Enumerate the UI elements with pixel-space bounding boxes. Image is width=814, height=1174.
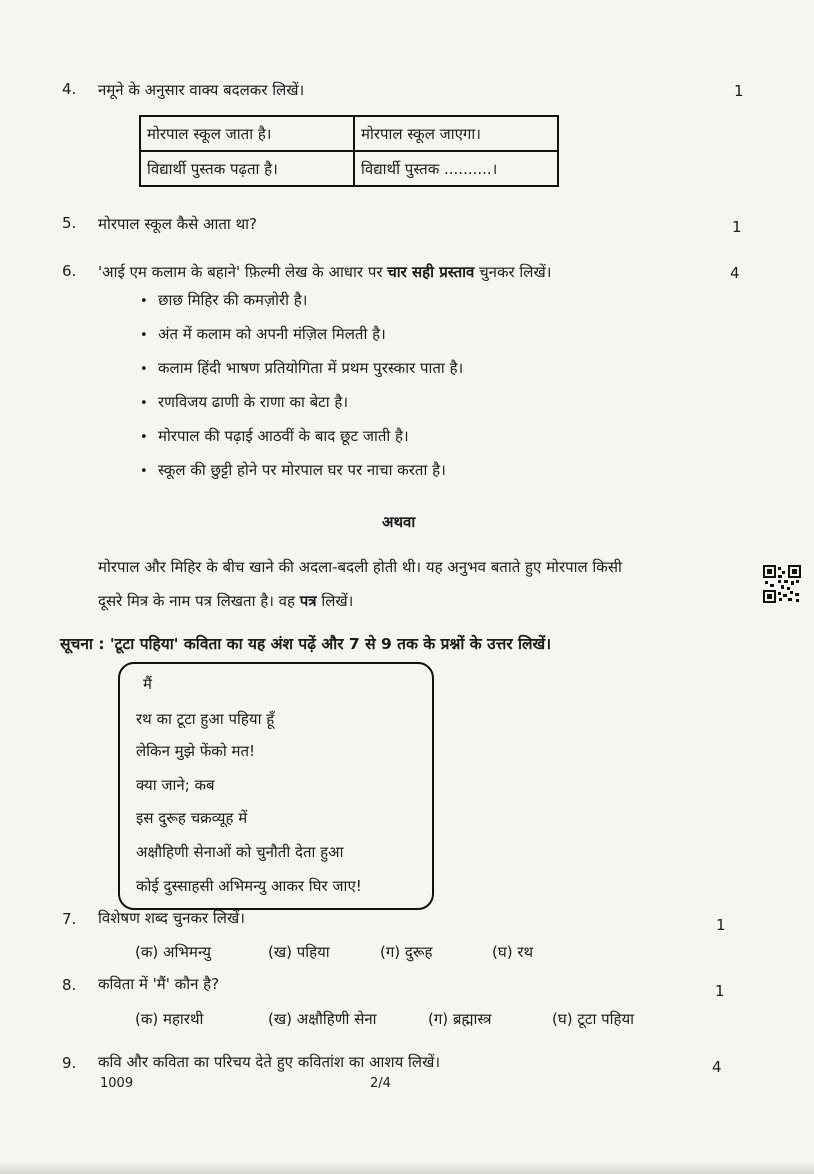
table-row	[140, 116, 558, 151]
poem-line: मैं	[143, 675, 152, 693]
option-text: अंत में कलाम को अपनी मंज़िल मिलती है।	[158, 325, 386, 343]
alt-line2-post: लिखें।	[316, 592, 354, 610]
poem-line: अक्षौहिणी सेनाओं को चुनौती देता हुआ	[136, 843, 344, 861]
table-cell: मोरपाल स्कूल जाता है।	[140, 116, 354, 151]
instruction-notice: सूचना : 'टूटा पहिया' कविता का यह अंश पढ़ें और 7 से 9 तक के प्रश्नों के उत्तर लिखें।	[60, 635, 552, 653]
page-number: 2/4	[370, 1076, 391, 1091]
table-cell: मोरपाल स्कूल जाएगा।	[354, 116, 558, 151]
q4-example-table	[139, 115, 559, 187]
table-row	[140, 151, 558, 186]
table-cell: विद्यार्थी पुस्तक पढ़ता है।	[140, 151, 354, 186]
page-bottom-edge	[0, 1160, 814, 1174]
q8-option-a: (क) महारथी	[135, 1010, 204, 1028]
qr-code-icon	[763, 565, 801, 603]
q7-option-c: (ग) दुरूह	[380, 943, 433, 961]
alt-line2-bold: पत्र	[299, 592, 317, 610]
poem-line: रथ का टूटा हुआ पहिया हूँ	[136, 710, 275, 728]
q8-text: कविता में 'मैं' कौन है?	[98, 975, 220, 993]
option-text: छाछ मिहिर की कमज़ोरी है।	[158, 291, 308, 309]
table-cell: विद्यार्थी पुस्तक ..........।	[354, 151, 558, 186]
poem-line: इस दुरूह चक्रव्यूह में	[136, 809, 248, 827]
paper-code: 1009	[100, 1076, 134, 1091]
q9-text: कवि और कविता का परिचय देते हुए कवितांश का आशय लिखें।	[98, 1053, 441, 1071]
bullet-icon: •	[140, 464, 148, 479]
q6-text-pre: 'आई एम कलाम के बहाने' फ़िल्मी लेख के आधार पर	[98, 263, 388, 281]
bullet-icon: •	[140, 328, 148, 343]
q6-text-post: चुनकर लिखें।	[474, 263, 552, 281]
q4-text: नमूने के अनुसार वाक्य बदलकर लिखें।	[98, 81, 305, 99]
q7-option-b: (ख) पहिया	[268, 943, 330, 961]
q7-marks: 1	[716, 916, 726, 934]
q6-number: 6.	[62, 262, 77, 280]
poem-line: क्या जाने; कब	[136, 776, 215, 794]
poem-line: कोई दुस्साहसी अभिमन्यु आकर घिर जाए!	[136, 877, 362, 895]
bullet-icon: •	[140, 430, 148, 445]
or-label: अथवा	[382, 513, 416, 531]
q8-marks: 1	[715, 982, 725, 1000]
q8-option-b: (ख) अक्षौहिणी सेना	[268, 1010, 377, 1028]
list-item	[140, 290, 463, 324]
q8-option-d: (घ) टूटा पहिया	[552, 1010, 635, 1028]
list-item	[140, 324, 463, 358]
option-text: मोरपाल की पढ़ाई आठवीं के बाद छूट जाती है।	[158, 427, 409, 445]
q7-text: विशेषण शब्द चुनकर लिखें।	[98, 909, 245, 927]
q7-option-d: (घ) रथ	[492, 943, 534, 961]
list-item	[140, 358, 463, 392]
alt-line2-pre: दूसरे मित्र के नाम पत्र लिखता है। वह	[98, 592, 300, 610]
q8-option-c: (ग) ब्रह्मास्त्र	[428, 1010, 492, 1028]
q4-marks: 1	[734, 82, 744, 100]
q4-number: 4.	[62, 80, 77, 98]
list-item	[140, 460, 463, 494]
q6-options-list	[140, 290, 463, 494]
q9-marks: 4	[712, 1058, 722, 1076]
alt-question-line-1: मोरपाल और मिहिर के बीच खाने की अदला-बदली होती थी। यह अनुभव बताते हुए मोरपाल किसी	[98, 558, 622, 576]
q8-number: 8.	[62, 976, 77, 994]
poem-line: लेकिन मुझे फेंको मत!	[136, 742, 256, 760]
q5-number: 5.	[62, 214, 77, 232]
option-text: स्कूल की छुट्टी होने पर मोरपाल घर पर नाचा करता है।	[158, 461, 446, 479]
q6-text-bold: चार सही प्रस्ताव	[387, 263, 475, 281]
option-text: रणविजय ढाणी के राणा का बेटा है।	[158, 393, 349, 411]
list-item	[140, 392, 463, 426]
q6-marks: 4	[730, 264, 740, 282]
list-item	[140, 426, 463, 460]
bullet-icon: •	[140, 294, 148, 309]
alt-question-line-2	[98, 591, 353, 611]
q6-text	[98, 262, 551, 282]
q9-number: 9.	[62, 1054, 77, 1072]
q7-option-a: (क) अभिमन्यु	[135, 943, 211, 961]
q5-marks: 1	[732, 218, 742, 236]
bullet-icon: •	[140, 396, 148, 411]
q5-text: मोरपाल स्कूल कैसे आता था?	[98, 215, 258, 233]
q7-number: 7.	[62, 910, 77, 928]
bullet-icon: •	[140, 362, 148, 377]
option-text: कलाम हिंदी भाषण प्रतियोगिता में प्रथम पुरस्कार पाता है।	[158, 359, 464, 377]
